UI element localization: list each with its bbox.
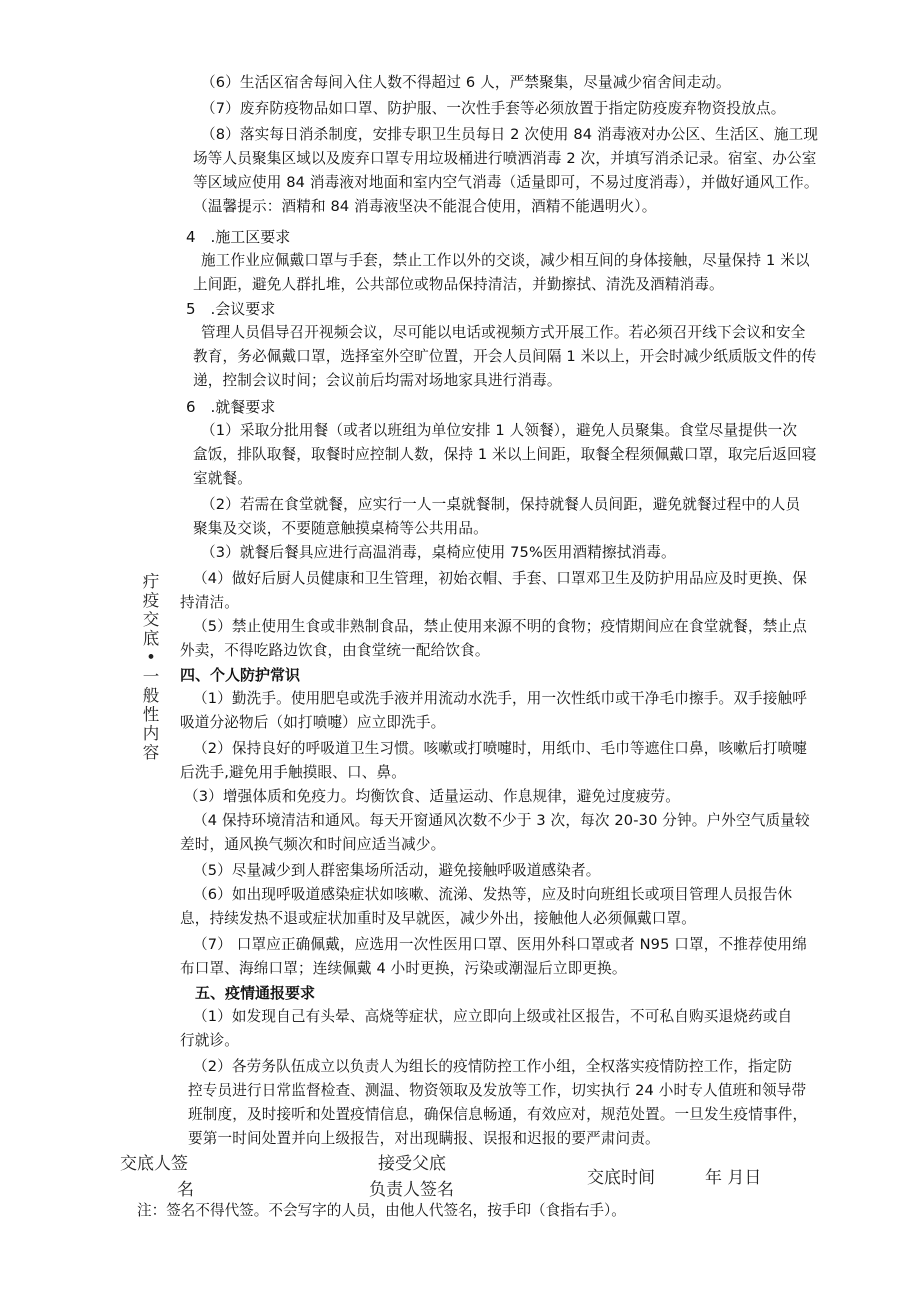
paragraph-line: 聚集及交谈，不要随意触摸桌椅等公共用品。 xyxy=(193,520,488,537)
paragraph-line: （5）禁止使用生食或非熟制食品，禁止使用来源不明的食物；疫情期间应在食堂就餐，禁止点 xyxy=(193,618,807,635)
paragraph-line: 差时，通风换气频次和时间应适当减少。 xyxy=(180,836,446,853)
paragraph-line: 管理人员倡导召开视频会议，尽可能以电话或视频方式开展工作。若必须召开线下会议和安全 xyxy=(201,324,806,341)
paragraph-line: 要第一时间处置并向上级报告，对出现瞒报、误报和迟报的要严肃问责。 xyxy=(188,1130,660,1147)
paragraph-line: （2）保持良好的呼吸道卫生习惯。咳嗽或打喷嚏时，用纸巾、毛巾等遮住口鼻，咳嗽后打喷嚏 xyxy=(193,740,807,757)
paragraph-line: 室就餐。 xyxy=(193,470,252,487)
section-heading-dining: 6 .就餐要求 xyxy=(186,398,276,416)
side-label-vertical: 疔疫交底•一般性内容 xyxy=(142,572,160,762)
paragraph-line: （7） 口罩应正确佩戴，应选用一次性医用口罩、医用外科口罩或者 N95 口罩，不推荐使用绵 xyxy=(193,936,808,953)
paragraph-line: （7）废弃防疫物品如口罩、防护服、一次性手套等必须放置于指定防疫废弃物资投放点。 xyxy=(201,100,786,117)
paragraph-line: （4 保持环境清洁和通风。每天开窗通风次数不少于 3 次，每次 20-30 分钟。户外空气质量较 xyxy=(193,812,810,829)
paragraph-line: （温馨提示：酒精和 84 消毒液坚决不能混合使用，酒精不能遇明火）。 xyxy=(193,198,657,215)
paragraph-line: 上间距，避免人群扎堆，公共部位或物品保持清洁，并勤擦拭、清洗及酒精消毒。 xyxy=(193,276,724,293)
paragraph-line: 等区域应使用 84 消毒液对地面和室内空气消毒（适量即可，不易过度消毒），并做好通风工作。 xyxy=(193,174,819,191)
paragraph-line: 行就诊。 xyxy=(180,1032,239,1049)
paragraph-line: （2）各劳务队伍成立以负责人为组长的疫情防控工作小组，全权落实疫情防控工作，指定防 xyxy=(193,1058,793,1075)
paragraph-line: （1）勤洗手。使用肥皂或洗手液并用流动水洗手，用一次性纸巾或干净毛巾擦手。双手接触呼 xyxy=(193,690,807,707)
paragraph-line: （6）生活区宿舍每间入住人数不得超过 6 人，严禁聚集，尽量减少宿舍间走动。 xyxy=(201,74,731,91)
date-label: 年 月日 xyxy=(705,1168,762,1188)
paragraph-line: 教育，务必佩戴口罩，选择室外空旷位置，开会人员间隔 1 米以上，开会时减少纸质版文件的传 xyxy=(193,348,817,365)
paragraph-line: 布口罩、海绵口罩；连续佩戴 4 小时更换，污染或潮湿后立即更换。 xyxy=(180,960,627,977)
paragraph-line: 外卖，不得吃路边饮食，由食堂统一配给饮食。 xyxy=(180,642,490,659)
paragraph-line: 班制度，及时接听和处置疫情信息，确保信息畅通，有效应对，规范处置。一旦发生疫情事件， xyxy=(188,1106,808,1123)
giver-signature-label-cont: 名 xyxy=(177,1180,194,1200)
handover-time-label: 交底时间 xyxy=(587,1168,655,1188)
paragraph-line: （3）增强体质和免疫力。均衡饮食、适量运动、作息规律，避免过度疲劳。 xyxy=(184,788,680,805)
paragraph-line: （2）若需在食堂就餐，应实行一人一桌就餐制，保持就餐人员间距，避免就餐过程中的人员 xyxy=(201,496,801,513)
paragraph-line: 持清洁。 xyxy=(180,594,239,611)
paragraph-line: 息，持续发热不退或症状加重时及早就医，减少外出，接触他人必须佩戴口罩。 xyxy=(180,910,697,927)
paragraph-line: 控专员进行日常监督检查、测温、物资领取及发放等工作，切实执行 24 小时专人值班和领导带 xyxy=(188,1082,807,1099)
paragraph-line: 后洗手,避免用手触摸眼、口、鼻。 xyxy=(180,764,406,781)
paragraph-line: 递，控制会议时间；会议前后均需对场地家具进行消毒。 xyxy=(193,372,562,389)
receiver-signature-label: 接受父底 xyxy=(378,1154,446,1174)
paragraph-line: 吸道分泌物后（如打喷嚏）应立即洗手。 xyxy=(180,714,446,731)
section-heading-construction: 4 .施工区要求 xyxy=(186,228,291,246)
paragraph-line: （4）做好后厨人员健康和卫生管理，初始衣帽、手套、口罩邓卫生及防护用品应及时更换、保 xyxy=(193,570,807,587)
paragraph-line: 场等人员聚集区域以及废弃口罩专用垃圾桶进行喷洒消毒 2 次，并填写消杀记录。宿室、办公室 xyxy=(193,150,817,167)
paragraph-line: （5）尽量减少到人群密集场所活动，避免接触呼吸道感染者。 xyxy=(193,862,601,879)
paragraph-line: （3）就餐后餐具应进行高温消毒，桌椅应使用 75%医用酒精擦拭消毒。 xyxy=(201,544,676,561)
section-heading-meeting: 5 .会议要求 xyxy=(186,300,276,318)
paragraph-line: （1）如发现自己有头晕、高烧等症状，应立即向上级或社区报告，不可私自购买退烧药或自 xyxy=(193,1008,793,1025)
giver-signature-label: 交底人签 xyxy=(120,1154,188,1174)
footer-note: 注：签名不得代签。不会写字的人员，由他人代签名，按手印（食指右手）。 xyxy=(137,1202,626,1219)
paragraph-line: （6）如出现呼吸道感染症状如咳嗽、流涕、发热等，应及时向班组长或项目管理人员报告休 xyxy=(193,886,793,903)
paragraph-line: 盒饭，排队取餐，取餐时应控制人数，保持 1 米以上间距，取餐全程须佩戴口罩，取完后返回寝 xyxy=(193,446,817,463)
receiver-signature-label-cont: 负责人签名 xyxy=(369,1180,454,1200)
section-heading-personal-protection: 四、个人防护常识 xyxy=(180,666,301,684)
section-heading-epidemic-report: 五、疫情通报要求 xyxy=(195,984,316,1002)
paragraph-line: （8）落实每日消杀制度，安排专职卫生员每日 2 次使用 84 消毒液对办公区、生活区、施工现 xyxy=(201,126,819,143)
paragraph-line: （1）采取分批用餐（或者以班组为单位安排 1 人领餐），避免人员聚集。食堂尽量提供一次 xyxy=(201,422,798,439)
paragraph-line: 施工作业应佩戴口罩与手套，禁止工作以外的交谈，减少相互间的身体接触，尽量保持 1 米以 xyxy=(201,252,810,269)
